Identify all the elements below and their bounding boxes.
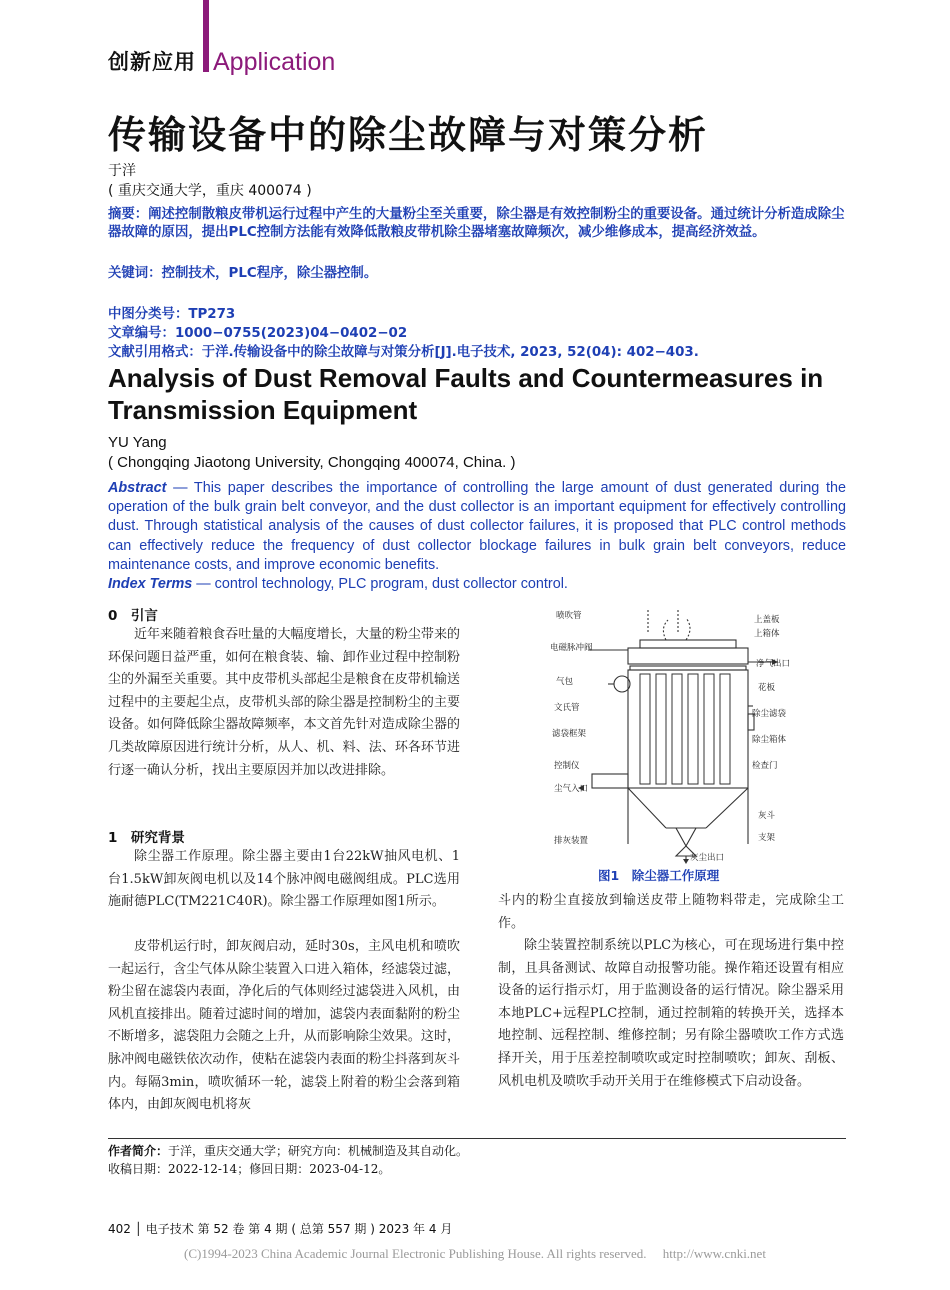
page-info: 402 │ 电子技术 第 52 卷 第 4 期 ( 总第 557 期 ) 2023 年 4 月 — [108, 1222, 453, 1236]
author-en: YU Yang — [108, 434, 167, 451]
copyright-notice: (C)1994-2023 China Academic Journal Electronic Publishing House. All rights reserved. http://www.cnki.net — [184, 1246, 766, 1261]
clc-number: 中图分类号：TP273 — [108, 307, 236, 322]
fig-label-left-4: 滤袋框架 — [552, 729, 587, 739]
author-cn: 于洋 — [108, 163, 136, 179]
section-0-paragraph: 近年来随着粮食吞吐量的大幅度增长，大量的粉尘带来的环保问题日益严重，如何在粮食装、输、卸作业过程中控制粉尘的外漏至关重要。其中皮带机头部起尘是粮食在皮带机输送过程中的主要起尘点，皮带机头部的除尘器是控制粉尘的主要设备。如何降低除尘器故障频率，本文首先针对造成除尘器的几类故障原因进行统计分析，从人、机、料、法、环各环节进行逐一确认分析，找出主要原因并加以改进排除。 — [108, 627, 460, 778]
section-label-en: Application — [213, 48, 336, 76]
index-terms-text: control technology, PLC program, dust collector control. — [214, 576, 568, 592]
author-bio-text: 于洋，重庆交通大学；研究方向：机械制造及其自动化。 — [168, 1144, 469, 1158]
fig-label-right-1: 上箱体 — [754, 629, 780, 639]
fig-label-right-2: 净气出口 — [756, 659, 791, 669]
abstract-cn-label: 摘要： — [108, 207, 149, 222]
abstract-en-dash: — — [166, 480, 194, 496]
received-dates: 收稿日期：2022-12-14；修回日期：2023-04-12。 — [108, 1162, 391, 1176]
author-bio-label: 作者简介： — [108, 1144, 169, 1158]
section-0-heading: 0 引言 — [108, 608, 158, 624]
page-title-cn: 传输设备中的除尘故障与对策分析 — [108, 113, 709, 157]
fig-label-left-0: 喷吹管 — [556, 611, 582, 621]
right-column-paragraph-2: 除尘装置控制系统以PLC为核心，可在现场进行集中控制，且具备测试、故障自动报警功能。操作箱还设置有相应设备的运行指示灯，用于监测设备的运行情况。除尘器采用本地PLC+远程PLC控制，通过控制箱的转换开关，选择本地控制、远程控制、维修控制；另有除尘器喷吹工作方式选择开关，用于压差控制喷吹或定时控制喷吹；卸灰、刮板、风机电机及喷吹手动开关用于在维修模式下启动设备。 — [498, 938, 844, 1089]
fig-label-right-5: 除尘箱体 — [752, 735, 787, 745]
author-bio — [108, 1142, 468, 1159]
article-number: 文章编号：1000−0755(2023)04−0402−02 — [108, 326, 408, 341]
citation-format: 文献引用格式：于洋.传输设备中的除尘故障与对策分析[J].电子技术, 2023, 52(04): 402−403. — [108, 345, 699, 360]
affiliation-en: ( Chongqing Jiaotong University, Chongqing 400074, China. ) — [108, 454, 516, 471]
figure-caption: 图1 除尘器工作原理 — [598, 868, 720, 883]
dust-collector-diagram — [548, 606, 798, 864]
fig-label-right-3: 花板 — [758, 683, 776, 693]
fig-label-bottom: 灰尘出口 — [690, 853, 725, 863]
fig-label-left-6: 尘气入口 — [554, 784, 589, 794]
footnote-rule — [108, 1138, 846, 1139]
index-terms-label: Index Terms — [108, 576, 193, 592]
abstract-en-label: Abstract — [108, 480, 167, 496]
right-column-paragraph-1: 斗内的粉尘直接放到输送皮带上随物料带走，完成除尘工作。 — [498, 893, 844, 931]
abstract-en — [108, 479, 846, 575]
fig-label-right-4: 除尘滤袋 — [752, 709, 787, 719]
abstract-cn-text: 阐述控制散粮皮带机运行过程中产生的大量粉尘至关重要，除尘器是有效控制粉尘的重要设备。通过统计分析造成除尘器故障的原因，提出PLC控制方法能有效降低散粮皮带机除尘器堵塞故障频次，减少维修成本，提高经济效益。 — [108, 207, 845, 240]
fig-label-right-7: 灰斗 — [758, 811, 776, 821]
keywords-cn-text: 控制技术，PLC程序，除尘器控制。 — [161, 266, 378, 281]
abstract-en-text: This paper describes the importance of controlling the large amount of dust generated during the operation of the bulk grain belt conveyor, and the dust collector is an important equipment for effectively controlling dust. Through statistical analysis of the causes of dust collector failures, it is proposed that PLC control methods can effectively reduce the frequency of dust collector blockage failures in bulk grain belt conveyors, reduce maintenance costs, and improve economic benefits. — [108, 480, 846, 573]
fig-label-right-0: 上盖板 — [754, 615, 780, 625]
section-1-heading: 1 研究背景 — [108, 830, 185, 846]
keywords-cn-label: 关键词： — [108, 266, 162, 281]
page-title-en: Analysis of Dust Removal Faults and Countermeasures in Transmission Equipment — [108, 363, 824, 425]
index-terms — [108, 576, 568, 592]
fig-label-left-1: 电磁脉冲阀 — [550, 643, 593, 653]
fig-label-right-6: 检查门 — [752, 761, 778, 771]
index-terms-dash: — — [192, 576, 215, 592]
fig-label-left-5: 控制仪 — [554, 761, 580, 771]
fig-label-left-3: 文氏管 — [554, 703, 580, 713]
section-1-paragraph-2: 皮带机运行时，卸灰阀启动，延时30s，主风电机和喷吹一起运行，含尘气体从除尘装置入口进入箱体，经滤袋过滤，粉尘留在滤袋内表面，净化后的气体则经过滤袋进入风机，由风机直接排出。随着过滤时间的增加，滤袋内表面黏附的粉尘不断增多，滤袋阻力会随之上升，从而影响除尘效果。这时，脉冲阀电磁铁依次动作，使粘在滤袋内表面的粉尘抖落到灰斗内。每隔3min，喷吹循环一轮，滤袋上附着的粉尘会落到箱体内，由卸灰阀电机将灰 — [108, 939, 460, 1113]
affiliation-cn: ( 重庆交通大学，重庆 400074 ) — [108, 183, 312, 199]
fig-label-left-2: 气包 — [556, 677, 574, 687]
keywords-cn — [108, 262, 377, 281]
fig-label-left-7: 排灰装置 — [554, 836, 589, 846]
section-bar — [203, 0, 209, 72]
abstract-cn — [108, 206, 848, 242]
section-label-cn: 创新应用 — [108, 50, 196, 74]
fig-label-right-8: 支架 — [758, 833, 776, 843]
section-1-paragraph-1: 除尘器工作原理。除尘器主要由1台22kW抽风电机、1台1.5kW卸灰阀电机以及14个脉冲阀电磁阀组成。PLC选用施耐德PLC(TM221C40R)。除尘器工作原理如图1所示。 — [108, 849, 460, 910]
